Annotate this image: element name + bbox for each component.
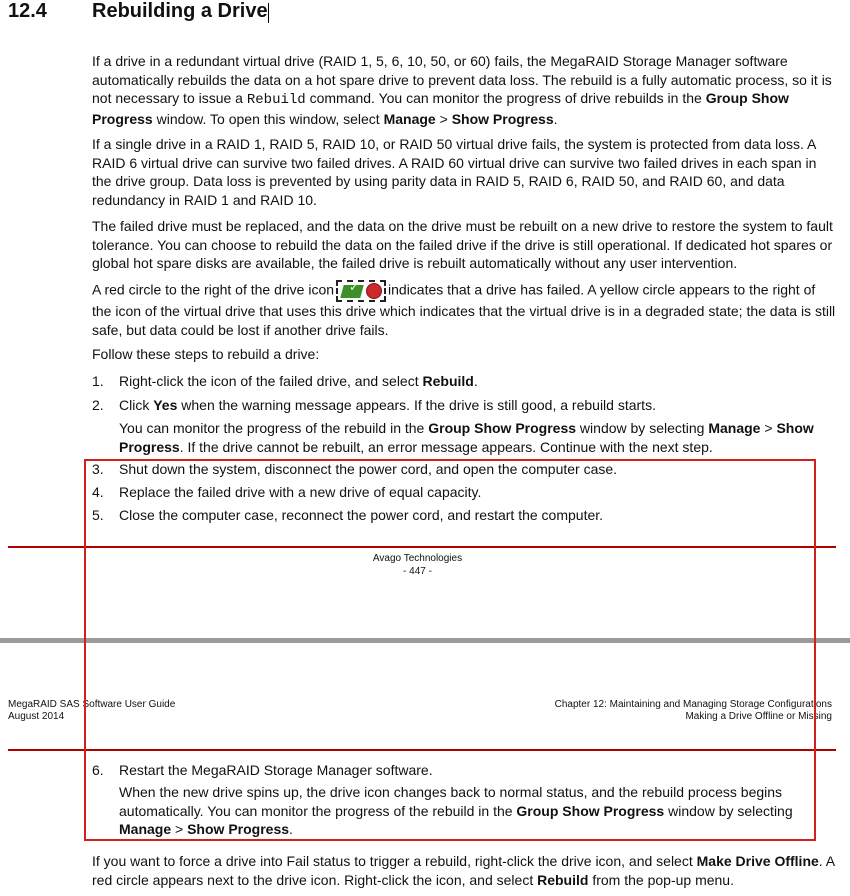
step-1-text: Right-click the icon of the failed drive, and select Rebuild. <box>119 373 478 389</box>
section-number: 12.4 <box>8 0 47 22</box>
red-circle-icon <box>366 283 382 299</box>
step-number: 4. <box>92 484 104 500</box>
raid-protection-paragraph: If a single drive in a RAID 1, RAID 5, RAID 10, or RAID 50 virtual drive fails, the system is protected from data loss. A RAID 6 virtual drive can survive two failed drives. A RAID 60 virtual drive can survive two failed drives in each span in the drive group. Data loss is prevented by using parity data in RAID 5, RAID 6, RAID 50, and RAID 60, and data redundancy in RAID 1 and RAID 10. <box>92 136 817 208</box>
step-3-text: Shut down the system, disconnect the power cord, and open the computer case. <box>119 461 618 477</box>
step-6-text: Restart the MegaRAID Storage Manager software. <box>119 762 433 778</box>
footer-page-number: - 447 - <box>403 566 432 577</box>
step-4-text: Replace the failed drive with a new drive of equal capacity. <box>119 484 482 500</box>
rebuild-command: Rebuild <box>246 92 306 108</box>
footer-company: Avago Technologies <box>372 553 463 564</box>
header-doc-title: MegaRAID SAS Software User Guide <box>8 699 176 710</box>
step-number: 5. <box>92 507 104 523</box>
step-number: 2. <box>92 397 104 413</box>
intro-paragraph: If a drive in a redundant virtual drive (RAID 1, 5, 6, 10, 50, or 60) fails, the MegaRAID Storage Manager software automatically rebuilds the data on a hot spare drive to prevent data loss. The rebuild is a fully automatic process, so it is not necessary to issue a Rebuild command. You can monitor the progress of drive rebuilds in the Group Show Progress window. To open this window, select Manage > Show Progress. <box>92 53 832 127</box>
header-section: Making a Drive Offline or Missing <box>685 711 832 722</box>
step-5-text: Close the computer case, reconnect the power cord, and restart the computer. <box>119 507 604 523</box>
header-date: August 2014 <box>8 711 65 722</box>
step-2-text: Click Yes when the warning message appears. If the drive is still good, a rebuild starts. <box>119 397 656 413</box>
step-number: 1. <box>92 373 104 389</box>
step-number: 6. <box>92 762 104 778</box>
step-number: 3. <box>92 461 104 477</box>
text-cursor <box>268 3 269 23</box>
step-6-detail: When the new drive spins up, the drive icon changes back to normal status, and the rebuild process begins automatically. You can monitor the progress of the rebuild in the Group Show Progress window by selecting Manage > Show Progress. <box>119 784 793 837</box>
steps-intro: Follow these steps to rebuild a drive: <box>92 346 320 362</box>
force-fail-paragraph: If you want to force a drive into Fail status to trigger a rebuild, right-click the drive icon, and select Make Drive Offline. A red circle appears next to the drive icon. Right-click the icon, and select Rebuild from the pop-up menu. <box>92 853 835 888</box>
header-chapter: Chapter 12: Maintaining and Managing Storage Configurations <box>554 699 832 710</box>
drive-status-icon-group <box>336 280 386 302</box>
failed-drive-paragraph: The failed drive must be replaced, and the data on the drive must be rebuilt on a new drive to restore the system to fault tolerance. You can choose to rebuild the data on the failed drive if the drive is still operational. If dedicated hot spares or global hot spare disks are available, the failed drive is rebuilt automatically without any user intervention. <box>92 218 833 271</box>
highlight-box <box>84 459 816 841</box>
red-circle-paragraph: A red circle to the right of the drive icon ✓ indicates that a drive has failed. A yellow circle appears to the right of the icon of the virtual drive that uses this drive which indicates that the virtual drive is in a degraded state; the data is still safe, but data could be lost if another drive fails. <box>92 280 836 338</box>
check-icon: ✓ <box>349 280 360 294</box>
section-title: Rebuilding a Drive <box>92 0 268 22</box>
step-2-detail: You can monitor the progress of the rebuild in the Group Show Progress window by selecting Manage > Show Progress. If the drive cannot be rebuilt, an error message appears. Continue with the next step. <box>119 420 814 455</box>
